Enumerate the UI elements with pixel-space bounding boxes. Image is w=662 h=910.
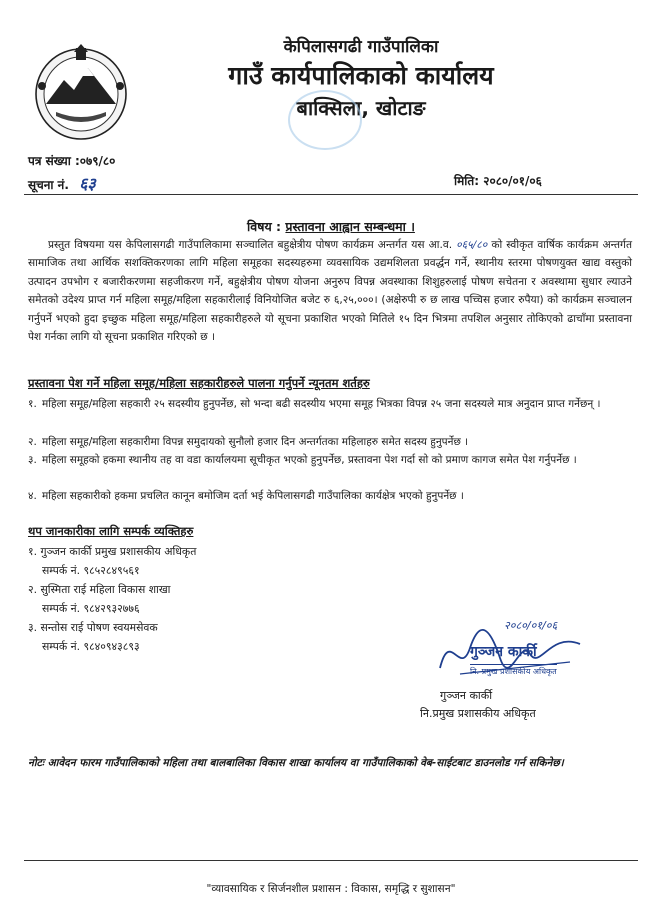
condition-text: महिला समूहको हकमा स्थानीय तह वा वडा कार्यालयमा सूचीकृत भएको हुनुपर्नेछ, प्रस्तावना पेश गर्दा सो को प्रमाण कागज समेत पेश गर्नुपर्नेछ । — [42, 454, 577, 466]
office-stamp-seal — [288, 90, 362, 150]
condition-number: ३. — [28, 454, 37, 466]
notice-number-label: सूचना नं. ६३ — [28, 174, 96, 193]
condition-text: महिला समूह/महिला सहकारीमा विपन्न समुदायको सुनौलो हजार दिन अन्तर्गतका महिलाहरु समेत सदस्य हुनुपर्नेछ । — [42, 436, 469, 448]
contacts-heading: थप जानकारीका लागि सम्पर्क व्यक्तिहरु — [28, 524, 194, 538]
handwritten-sign-date: २०८०/०१/०६ — [504, 619, 558, 632]
signature-block — [430, 618, 590, 688]
contact-name: सन्तोस राई पोषण स्वयमसेवक — [40, 621, 158, 634]
stamp-name: गुञ्जन कार्की — [470, 644, 537, 660]
contact-person — [28, 580, 170, 618]
contact-phone: सम्पर्क नं. ९८४०९४३८९३ — [42, 640, 140, 653]
body-part1: प्रस्तुत विषयमा यस केपिलासगढी गाउँपालिकामा सञ्चालित बहुक्षेत्रीय पोषण कार्यक्रम अन्तर्गत यस आ.व. — [48, 239, 453, 251]
office-name: गाउँ कार्यपालिकाको कार्यालय — [228, 61, 494, 90]
handwritten-fiscal-year: ०६५/८० — [456, 239, 488, 251]
condition-item — [28, 396, 628, 413]
contact-phone: सम्पर्क नं. ९८४२९३२७७६ — [42, 602, 140, 615]
contact-number: ३. — [28, 621, 38, 634]
contact-number: २. — [28, 583, 38, 596]
footer-slogan: "व्यावसायिक र सिर्जनशील प्रशासन : विकास, समृद्धि र सुशासन" — [206, 883, 456, 895]
conditions-heading: प्रस्तावना पेश गर्ने महिला समूह/महिला सहकारीहरुले पालना गर्नुपर्ने न्यूनतम शर्तहरु — [28, 376, 370, 390]
office-address: बाक्सिला, खोटाङ — [296, 96, 426, 120]
note: नोटः आवेदन फारम गाउँपालिकाको महिला तथा बालबालिका विकास शाखा कार्यालय वा गाउँपालिकाको वेब-साईटबाट डाउनलोड गर्न सकिनेछ। — [28, 757, 564, 769]
signatory-post: नि.प्रमुख प्रशासकीय अधिकृत — [420, 707, 536, 720]
condition-item — [28, 434, 628, 451]
notice-date: मिति: २०८०/०१/०६ — [454, 174, 542, 188]
condition-item — [28, 488, 628, 505]
contact-person — [28, 542, 196, 580]
stamp-post: नि. प्रमुख प्रशासकीय अधिकृत — [470, 664, 557, 677]
divider-top — [24, 194, 638, 195]
subject-text: प्रस्तावना आह्वान सम्बन्धमा । — [285, 219, 415, 234]
municipality-name: केपिलासगढी गाउँपालिका — [283, 37, 439, 57]
condition-number: १. — [28, 398, 37, 410]
condition-text: महिला समूह/महिला सहकारी २५ सदस्यीय हुनुपर्नेछ, सो भन्दा बढी सदस्यीय भएमा समूह भित्रका विपन्न २५ जना सदस्यले मात्र अनुदान प्राप्त गर्नेछन् । — [42, 398, 601, 410]
subject-line — [0, 218, 662, 235]
condition-number: २. — [28, 436, 37, 448]
contact-person — [28, 618, 158, 656]
subject-label: विषय : — [247, 219, 282, 234]
letter-number: पत्र संख्या :०७९/८० — [28, 154, 116, 168]
divider-bottom — [24, 860, 638, 861]
contact-number: १. — [28, 545, 38, 558]
body-paragraph — [28, 236, 632, 346]
condition-item — [28, 452, 628, 469]
notice-number-value: ६३ — [79, 174, 96, 193]
contact-name: सुस्मिता राई महिला विकास शाखा — [40, 583, 171, 596]
condition-text: महिला सहकारीको हकमा प्रचलित कानून बमोजिम दर्ता भई केपिलासगढी गाउँपालिका कार्यक्षेत्र भएको हुनुपर्नेछ । — [42, 490, 464, 502]
condition-number: ४. — [28, 490, 37, 502]
contact-phone: सम्पर्क नं. ९८५२८४९५६१ — [42, 564, 140, 577]
signatory-name: गुञ्जन कार्की — [440, 689, 493, 702]
contact-name: गुञ्जन कार्की प्रमुख प्रशासकीय अधिकृत — [40, 545, 197, 558]
body-part2: को स्वीकृत वार्षिक कार्यक्रम अन्तर्गत सामाजिक तथा आर्थिक सशक्तिकरणका लागि महिला समूहका सदस्यहरुमा व्यवसायिक उद्यमशिलता प्रवर्द्धन गर्ने, स्थानीय स्तरमा पोषणयुक्त खाद्य वस्तुको उत्पादन उपभोग र बजारीकरणमा सहजीकरण गर्ने, बहुक्षेत्रीय पोषण योजना अनुरुप विपन्न अवस्थाका शिशुहरुलाई पोषण सचेतना र अवस्थामा सुधार ल्याउने समेतको उदेश्य प्राप्त गर्न महिला समूह/महिला सहकारीलाई विनियोजित बजेट रु ६,२५,०००। (अक्षेरुपी रु छ लाख पच्चिस हजार रुपैया) को कार्यक्रम सञ्चालन गर्नुपर्ने भएको हुदा इच्छुक महिला समूह/महिला सहकारीहरुले यो सूचना प्रकाशित भएको मितिले १५ दिन भित्रमा तपशिल अनुसार तोकिएको ढाचाँमा प्रस्तावना पेश गर्नका लागि यो सूचना प्रकाशित गरिएको छ । — [28, 239, 632, 344]
municipality-emblem — [22, 42, 140, 142]
